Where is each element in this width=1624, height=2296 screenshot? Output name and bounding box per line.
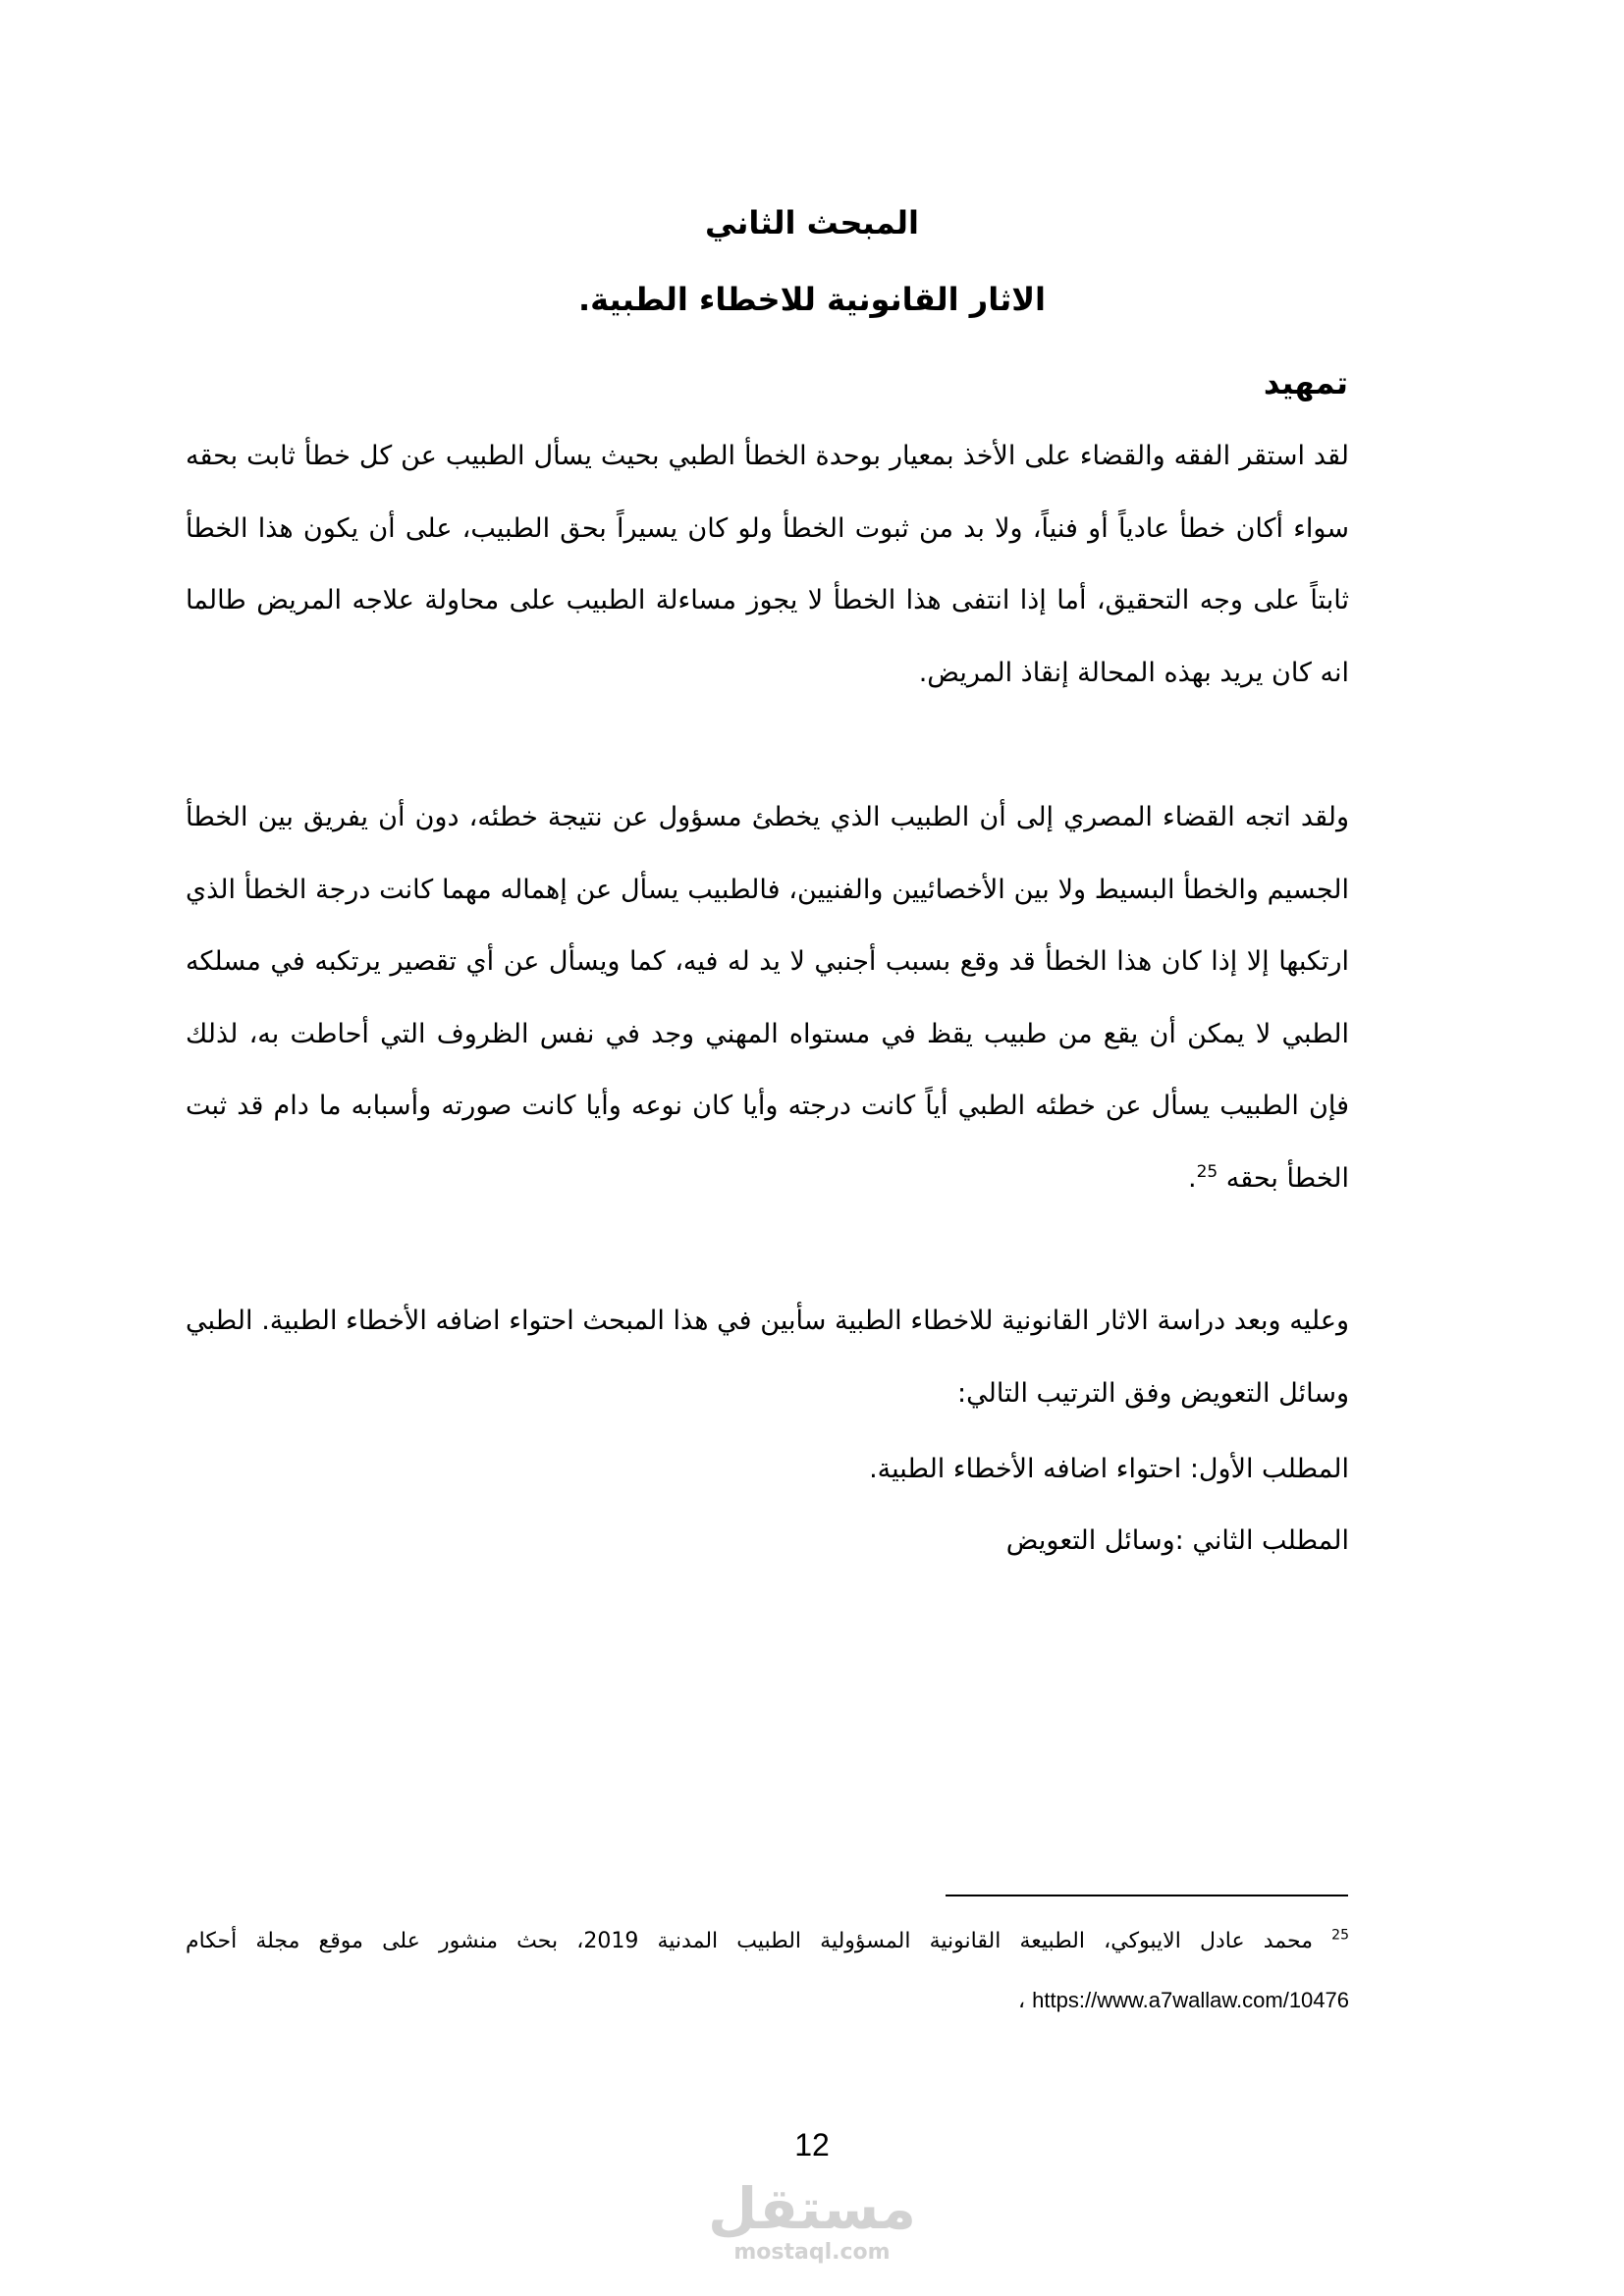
section-heading: المبحث الثاني bbox=[704, 204, 920, 241]
list-item-2: المطلب الثاني :وسائل التعويض bbox=[1005, 1525, 1349, 1556]
paragraph-2-text: ولقد اتجه القضاء المصري إلى أن الطبيب الذي يخطئ مسؤول عن نتيجة خطئه، دون أن يفريق بين الخطأ الجسيم والخطأ البسيط ولا بين الأخصائيين والفنيين، فالطبيب يسأل عن إهماله مهما كانت درجة الخطأ الذي ارتكبها إلا إذا كان هذا الخطأ قد وقع بسبب أجنبي لا يد له فيه، كما ويسأل عن أي تقصير يرتكبه في مسلكه الطبي لا يمكن أن يقع من طبيب يقظ في مستواه المهني وجد في نفس الظروف التي أحاطت به، لذلك فإن الطبيب يسأل عن خطئه الطبي أياً كانت درجته وأيا كان نوعه وأيا كانت صورته وأسبابه ما دام قد ثبت الخطأ بحقه bbox=[186, 802, 1349, 1194]
watermark-latin-text: mostaql.com bbox=[733, 2240, 891, 2265]
paragraph-3: وعليه وبعد دراسة الاثار القانونية للاخطاء الطبية سأبين في هذا المبحث احتواء اضافه الأخطاء الطبية. الطبي وسائل التعويض وفق الترتيب التالي: bbox=[186, 1306, 1349, 1409]
footnote-reference[interactable]: 25 bbox=[1196, 1161, 1218, 1182]
mostaql-watermark bbox=[665, 2177, 959, 2266]
intro-heading: تمهيد bbox=[1263, 364, 1348, 401]
footnote-divider bbox=[946, 1895, 1348, 1896]
page-number: 12 bbox=[794, 2127, 830, 2163]
footnote-trailing: ، bbox=[1018, 1989, 1026, 2013]
paragraph-2-end: . bbox=[1187, 1162, 1197, 1194]
footnote-number: 25 bbox=[1331, 1927, 1349, 1944]
list-item-1: المطلب الأول: احتواء اضافه الأخطاء الطبية. bbox=[869, 1454, 1349, 1484]
footnote-text: محمد عادل الايبوكي، الطبيعة القانونية المسؤولية الطبيب المدنية 2019، بحث منشور على موقع مجلة أحكام bbox=[186, 1929, 1314, 1953]
watermark-arabic-text: مستقل bbox=[707, 2175, 917, 2242]
section-title: الاثار القانونية للاخطاء الطبية. bbox=[577, 281, 1047, 318]
paragraph-1: لقد استقر الفقه والقضاء على الأخذ بمعيار بوحدة الخطأ الطبي بحيث يسأل الطبيب عن كل خطأ ثابت بحقه سواء أكان خطأ عادياً أو فنياً، ولا بد من ثبوت الخطأ ولو كان يسيراً بحق الطبيب، على أن يكون هذا الخطأ ثابتاً على وجه التحقيق، أما إذا انتفى هذا الخطأ لا يجوز مساءلة الطبيب على محاولة علاجه المريض طالما انه كان يريد بهذه المحالة إنقاذ المريض. bbox=[186, 441, 1349, 688]
paragraph-2 bbox=[186, 781, 1349, 1214]
footnote bbox=[186, 1912, 1349, 2031]
footnote-url-link[interactable]: https://www.a7wallaw.com/10476 bbox=[1032, 1988, 1349, 2012]
